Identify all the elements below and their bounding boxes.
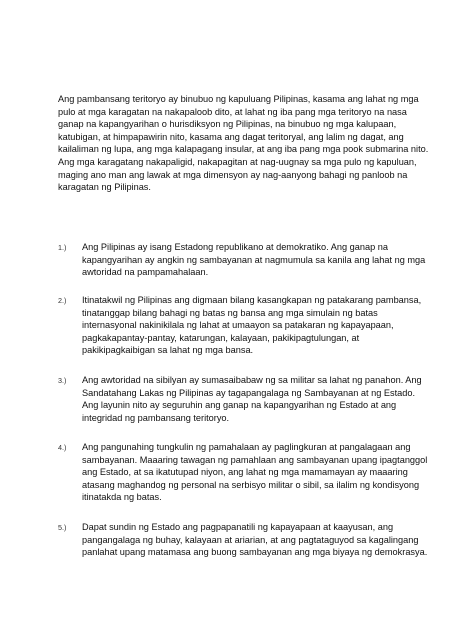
item-number: 3.) [58, 376, 67, 385]
intro-paragraph: Ang pambansang teritoryo ay binubuo ng kapuluang Pilipinas, kasama ang lahat ng mga pulo at mga karagatan na nakapaloob dito, at lahat ng iba pang mga teritoryo na nasa ganap na kapangyarihan o hurisdiksyon ng Pilipinas, na binubuo ng mga kalupaan, katubigan, at himpapawirin nito, kasama ang dagat teritoryal, ang lalim ng dagat, ang kailaliman ng lupa, ang mga kalapagang insular, at ang iba pang mga pook submarina nito. Ang mga karagatang nakapaligid, nakapagitan at nag-uugnay sa mga pulo ng kapuluan, maging ano man ang lawak at mga dimensyon ay nag-aanyong bahagi ng panloob na karagatan ng Pilipinas. [58, 94, 429, 193]
list-item [58, 374, 430, 424]
item-text: Ang pangunahing tungkulin ng pamahalaan ay paglingkuran at pangalagaan ang sambayanan. Maaaring tawagan ng pamahlaan ang sambayanan upang ipagtanggol ang Estado, at sa ikatutupad niyon, ang lahat ng mga mamamayan ay maaaring atasang maghandog ng personal na serbisyo militar o sibil, sa ilalim ng kondisyong itinatakda ng batas. [82, 442, 428, 503]
item-text: Ang awtoridad na sibilyan ay sumasaibabaw ng sa militar sa lahat ng panahon. Ang Sandatahang Lakas ng Pilipinas ay tagapangalaga ng Sambayanan at ng Estado. Ang layunin nito ay seguruhin ang ganap na kapangyarihan ng Estado at ang integridad ng pambansang teritoryo. [82, 375, 422, 423]
item-text: Ang Pilipinas ay isang Estadong republikano at demokratiko. Ang ganap na kapangyarihan ay angkin ng sambayanan at nagmumula sa kanila ang lahat ng mga awtoridad na pampamahalaan. [82, 242, 426, 278]
item-number: 5.) [58, 523, 67, 532]
item-number: 2.) [58, 296, 67, 305]
item-text: Dapat sundin ng Estado ang pagpapanatili ng kapayapaan at kaayusan, ang pangangalaga ng buhay, kalayaan at ariarian, at ang pagtataguyod sa kagalingang panlahat upang matamasa ang buong sambayanan ang mga biyaya ng demokrasya. [82, 522, 428, 558]
item-number: 1.) [58, 243, 67, 252]
list-item [58, 241, 430, 279]
item-text: Itinatakwil ng Pilipinas ang digmaan bilang kasangkapan ng patakarang pambansa, tinatanggap bilang bahagi ng batas ng bansa ang mga simulain ng batas internasyonal nakinikilala ng lahat at umaayon sa patakaran ng kapayapaan, pagkakapantay-pantay, katarungan, kalayaan, pakikipagtulungan, at pakikipagkaibigan sa lahat ng mga bansa. [82, 295, 422, 356]
list-item [58, 441, 430, 504]
list-item [58, 294, 430, 357]
item-number: 4.) [58, 443, 67, 452]
list-item [58, 521, 430, 559]
